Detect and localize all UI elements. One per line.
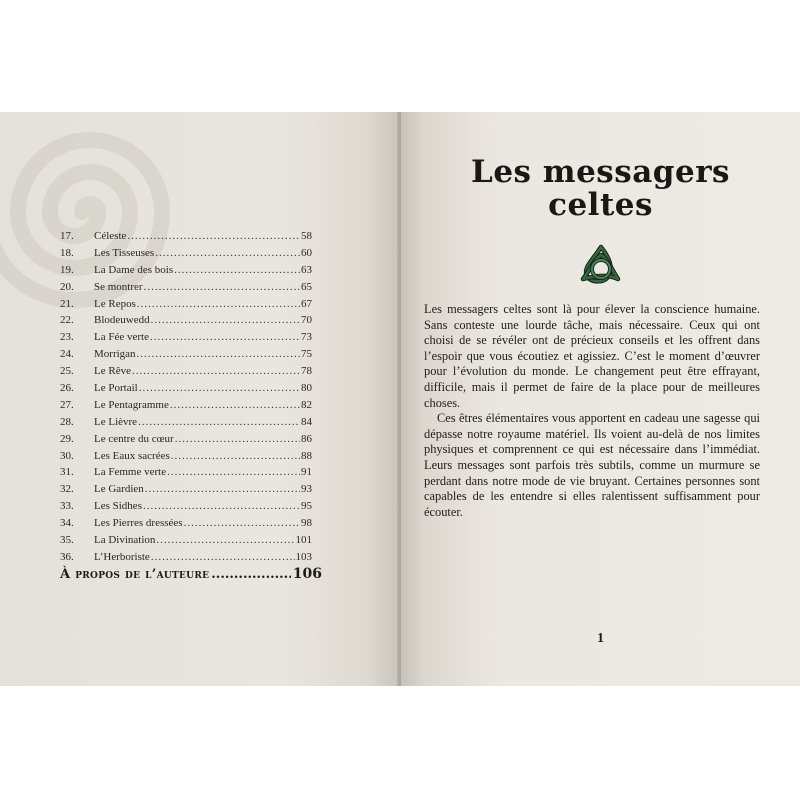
toc-about-title: À propos de l’auteure [60, 567, 210, 582]
right-page [401, 112, 800, 686]
toc-entry-page: 70 [301, 314, 312, 327]
toc-entry[interactable] [60, 448, 312, 465]
toc-entry-number: 31. [60, 466, 74, 479]
toc-entry-number: 34. [60, 517, 74, 530]
toc-entry-number: 28. [60, 415, 74, 428]
toc-entry[interactable] [60, 498, 312, 515]
toc-entry[interactable] [60, 397, 312, 414]
toc-entry-title: Les Eaux sacrées [94, 449, 170, 462]
left-page [0, 112, 399, 686]
toc-entry[interactable] [60, 363, 312, 380]
toc-entry-title: Le Rêve [94, 365, 131, 378]
toc-leader-dots [138, 414, 300, 431]
toc-entry-number: 32. [60, 483, 74, 496]
toc-entry-title: Le Gardien [94, 483, 144, 496]
toc-entry-number: 35. [60, 534, 74, 547]
toc-entry-number: 36. [60, 550, 74, 563]
toc-entry-number: 29. [60, 432, 74, 445]
toc-leader-dots [139, 380, 300, 397]
toc-entry-number: 33. [60, 500, 74, 513]
toc-entry-page: 93 [301, 483, 312, 496]
toc-entry-title: La Divination [94, 534, 156, 547]
toc-leader-dots [167, 464, 300, 481]
toc-leader-dots [151, 549, 295, 566]
toc-entry[interactable] [60, 228, 312, 245]
toc-leader-dots [127, 228, 300, 245]
chapter-title-line: celtes [548, 187, 653, 223]
toc-entry-title: Le Lièvre [94, 415, 138, 428]
toc-entry-title: Céleste [94, 230, 127, 242]
toc-entry-title: La Fée verte [94, 331, 149, 344]
toc-entry[interactable] [60, 464, 312, 481]
toc-about-author-entry[interactable] [60, 566, 322, 582]
chapter-body [424, 302, 760, 520]
toc-entry-page: 95 [301, 500, 312, 513]
toc-entry-number: 21. [60, 297, 74, 310]
toc-entry-page: 82 [301, 398, 312, 411]
toc-leader-dots [150, 329, 300, 346]
toc-entry[interactable] [60, 481, 312, 498]
toc-entry-number: 17. [60, 230, 74, 242]
toc-entry-page: 80 [301, 382, 312, 395]
toc-leader-dots [143, 498, 300, 515]
toc-entry[interactable] [60, 279, 312, 296]
toc-entry-page: 78 [301, 365, 312, 378]
chapter-title [401, 156, 800, 222]
toc-leader-dots [184, 515, 300, 532]
toc-entry-number: 18. [60, 246, 74, 259]
toc-entry-page: 101 [295, 534, 312, 547]
body-paragraph: Les messagers celtes sont là pour élever la conscience humaine. Sans conteste une lourde tâche, mais nécessaire. Ceux qui ont choisi de se révéler ont de précieux conseils et les offrent dans l’espoir que vous écoutiez et agissiez. C’est le moment d’œuvrer pour l’évolution du monde. Le changement peut être effrayant, difficile, mais il permet de faire de la place pour de meilleures choses. [424, 302, 760, 410]
toc-entry-title: Les Pierres dressées [94, 517, 183, 530]
toc-entry-page: 65 [301, 280, 312, 293]
toc-entry-title: Blodeuwedd [94, 314, 150, 327]
toc-entry-page: 84 [301, 415, 312, 428]
toc-entry-page: 60 [301, 246, 312, 259]
toc-entry[interactable] [60, 380, 312, 397]
toc-entry-page: 98 [301, 517, 312, 530]
toc-entry[interactable] [60, 262, 312, 279]
toc-entry-title: Le centre du cœur [94, 432, 174, 445]
toc-entry[interactable] [60, 329, 312, 346]
toc-leader-dots [137, 346, 300, 363]
toc-entry[interactable] [60, 312, 312, 329]
toc-entry-title: La Femme verte [94, 466, 167, 479]
toc-entry-title: Le Repos [94, 297, 136, 310]
celtic-knot-icon [578, 243, 624, 287]
toc-entry[interactable] [60, 549, 312, 566]
toc-entry-number: 22. [60, 314, 74, 327]
toc-leader-dots [132, 363, 300, 380]
toc-entry-number: 19. [60, 263, 74, 276]
body-paragraph: Ces êtres élémentaires vous apportent en cadeau une sagesse qui dépasse notre royaume matériel. Ils voient au-delà de nos limites physiques et comprennent ce qui est nécessaire dans l’immédiat. Leurs messages sont parfois très subtils, comme un murmure se perdant dans notre mode de vie bruyant. Certaines personnes sont capables de les entendre si elles ralentissent suffisamment pour écouter. [424, 411, 760, 519]
toc-leader-dots [211, 567, 291, 582]
toc-entry-number: 25. [60, 365, 74, 378]
toc-about-page: 106 [292, 566, 322, 582]
toc-entry-number: 26. [60, 382, 74, 395]
toc-leader-dots [170, 397, 300, 414]
toc-leader-dots [171, 448, 300, 465]
toc-leader-dots [151, 312, 300, 329]
toc-entry-title: L’Herboriste [94, 550, 150, 563]
table-of-contents [60, 228, 312, 566]
toc-entry-number: 30. [60, 449, 74, 462]
toc-entry-title: Les Sidhes [94, 500, 142, 513]
toc-entry-page: 67 [301, 297, 312, 310]
toc-entry-page: 73 [301, 331, 312, 344]
toc-entry-number: 20. [60, 280, 74, 293]
toc-entry-number: 27. [60, 398, 74, 411]
page-number: 1 [597, 631, 604, 646]
toc-entry[interactable] [60, 346, 312, 363]
book-spread [0, 112, 800, 686]
toc-entry-title: Le Pentagramme [94, 398, 169, 411]
toc-entry-page: 91 [301, 466, 312, 479]
toc-entry-page: 103 [295, 550, 312, 563]
toc-entry[interactable] [60, 431, 312, 448]
toc-entry-title: Les Tisseuses [94, 246, 155, 259]
toc-entry[interactable] [60, 414, 312, 431]
toc-entry-page: 75 [301, 348, 312, 361]
toc-entry[interactable] [60, 245, 312, 262]
toc-leader-dots [156, 532, 294, 549]
toc-entry-number: 23. [60, 331, 74, 344]
toc-entry-title: Le Portail [94, 382, 138, 395]
toc-entry-title: Morrigan [94, 348, 136, 361]
toc-entry[interactable] [60, 532, 312, 549]
toc-leader-dots [137, 296, 300, 313]
toc-leader-dots [144, 279, 300, 296]
toc-leader-dots [175, 431, 300, 448]
toc-leader-dots [174, 262, 300, 279]
toc-entry-number: 24. [60, 348, 74, 361]
toc-entry-page: 86 [301, 432, 312, 445]
toc-entry-page: 63 [301, 263, 312, 276]
toc-entry-title: La Dame des bois [94, 263, 174, 276]
toc-leader-dots [145, 481, 300, 498]
toc-leader-dots [155, 245, 300, 262]
chapter-title-line: Les messagers [471, 154, 730, 190]
toc-entry-title: Se montrer [94, 280, 143, 293]
toc-entry[interactable] [60, 296, 312, 313]
toc-entry-page: 58 [301, 230, 312, 242]
toc-entry-page: 88 [301, 449, 312, 462]
toc-entry[interactable] [60, 515, 312, 532]
